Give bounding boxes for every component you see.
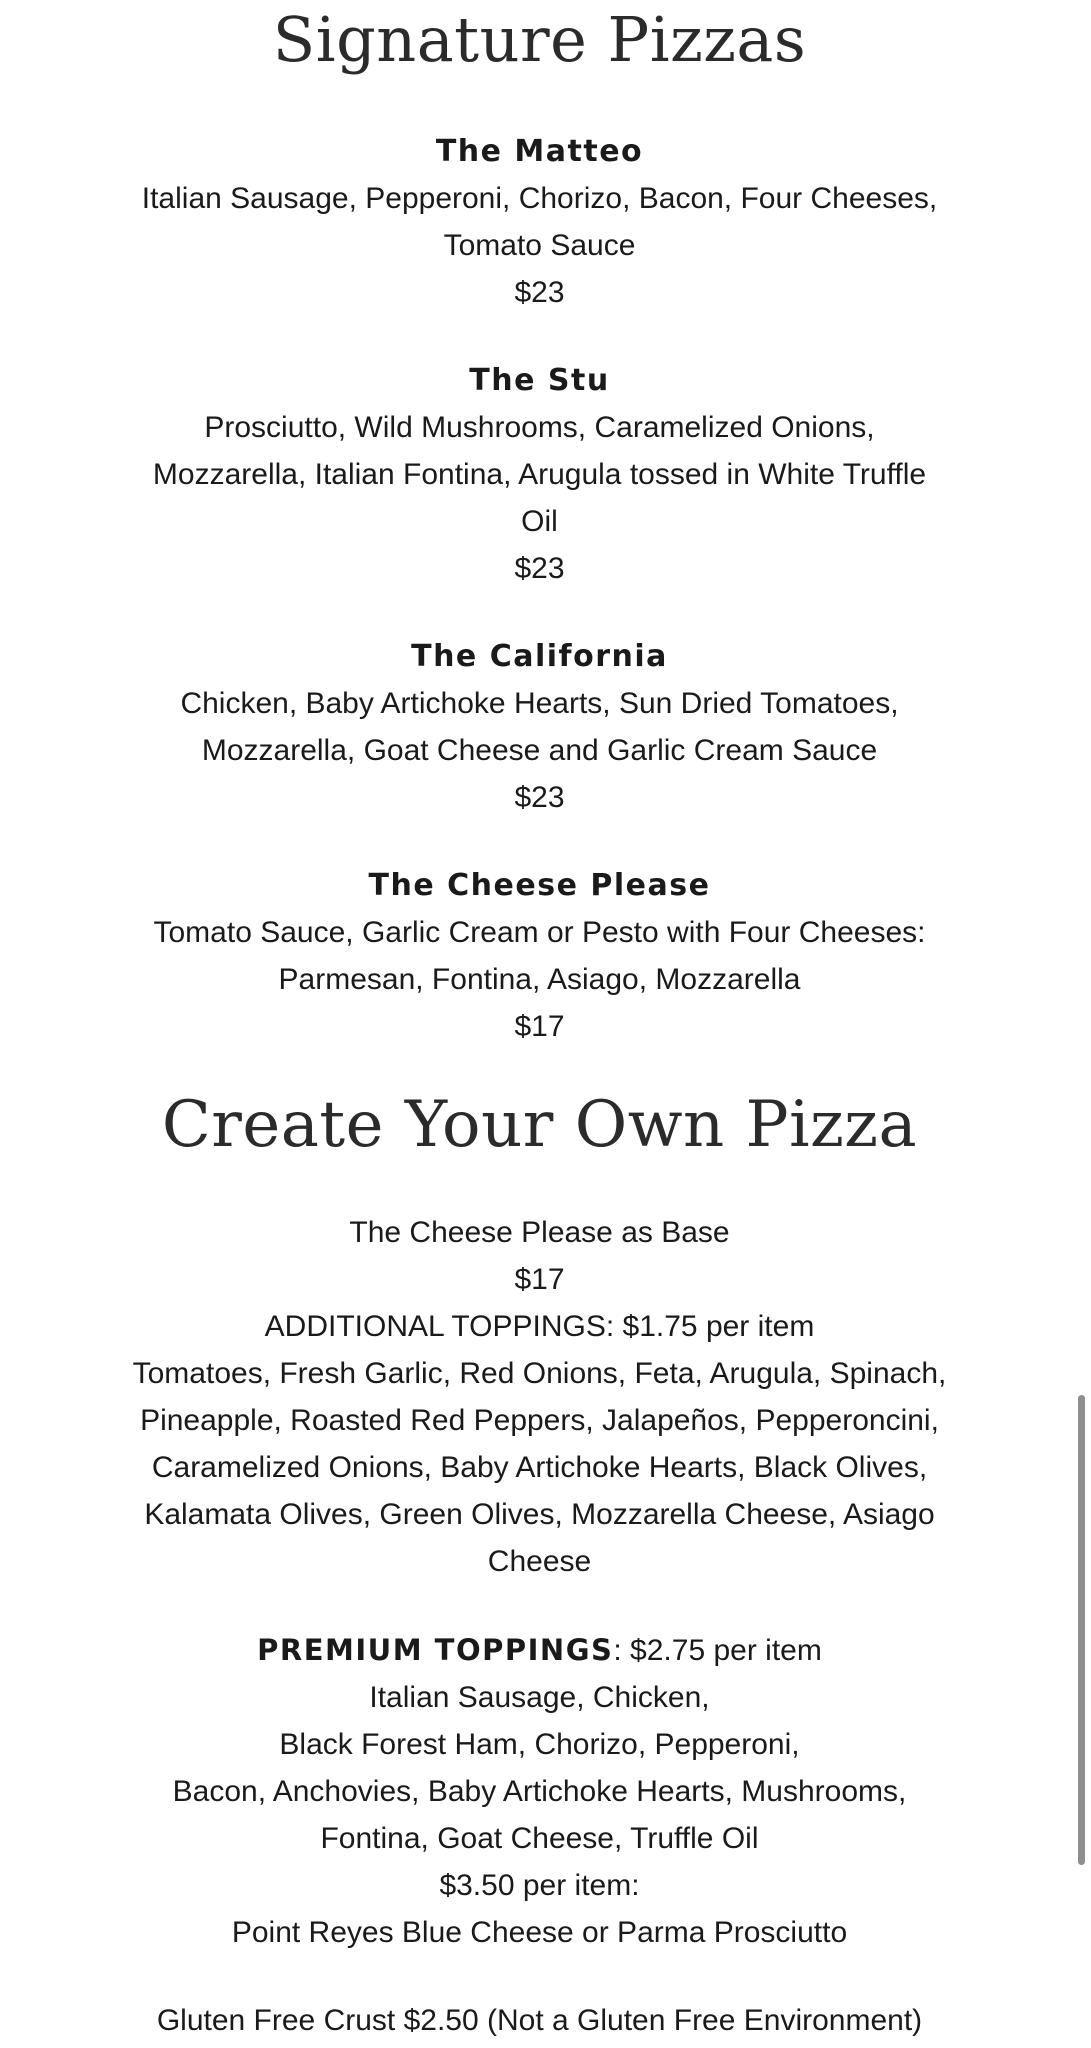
pizza-name: The California	[411, 639, 668, 674]
premium-toppings-line: Fontina, Goat Cheese, Truffle Oil	[320, 1822, 759, 1855]
create-your-own-details	[110, 1209, 969, 1585]
pizza-description-line: Parmesan, Fontina, Asiago, Mozzarella	[278, 963, 801, 996]
additional-toppings-line: Caramelized Onions, Baby Artichoke Hearts, Black Olives,	[151, 1451, 928, 1484]
pizza-description-line: Prosciutto, Wild Mushrooms, Caramelized Onions,	[204, 411, 875, 444]
menu-item-the-california	[120, 633, 959, 821]
premium-toppings-label: PREMIUM TOPPINGS	[257, 1633, 614, 1667]
menu-item-the-stu	[120, 357, 959, 592]
pizza-name: The Matteo	[435, 134, 644, 169]
pizza-description-line: Mozzarella, Italian Fontina, Arugula tossed in White Truffle	[152, 458, 927, 491]
pizza-description-line: Italian Sausage, Pepperoni, Chorizo, Bacon, Four Cheeses,	[141, 182, 938, 215]
pizza-description-line: Chicken, Baby Artichoke Hearts, Sun Dried Tomatoes,	[180, 687, 899, 720]
pizza-description-line: Tomato Sauce, Garlic Cream or Pesto with Four Cheeses:	[153, 916, 926, 949]
menu-item-the-cheese-please	[120, 862, 959, 1050]
additional-toppings-line: Pineapple, Roasted Red Peppers, Jalapeños, Pepperoncini,	[140, 1404, 939, 1437]
signature-pizzas-title: Signature Pizzas	[272, 3, 807, 76]
pizza-name: The Stu	[469, 363, 610, 398]
pizza-price: $23	[514, 276, 565, 309]
additional-toppings-line: Kalamata Olives, Green Olives, Mozzarella Cheese, Asiago	[144, 1498, 935, 1531]
pizza-price: $17	[514, 1010, 565, 1043]
pizza-price: $23	[514, 781, 565, 814]
additional-toppings-label: ADDITIONAL TOPPINGS: $1.75 per item	[264, 1310, 815, 1343]
premium-toppings-heading	[110, 1627, 969, 1674]
special-toppings-items: Point Reyes Blue Cheese or Parma Prosciutto	[231, 1916, 848, 1949]
pizza-name: The Cheese Please	[368, 868, 711, 903]
pizza-description-line: Mozzarella, Goat Cheese and Garlic Cream Sauce	[201, 734, 878, 767]
premium-toppings-line: Black Forest Ham, Chorizo, Pepperoni,	[279, 1728, 800, 1761]
pizza-description-line: Oil	[521, 505, 558, 538]
gluten-free-note: Gluten Free Crust $2.50 (Not a Gluten Free Environment)	[156, 2004, 923, 2037]
pizza-price: $23	[514, 552, 565, 585]
pizza-description-line: Tomato Sauce	[443, 229, 636, 262]
vertical-scrollbar[interactable]	[1078, 1395, 1085, 1865]
premium-toppings-section	[110, 1627, 969, 1956]
menu-item-the-matteo	[120, 128, 959, 316]
premium-toppings-line: Bacon, Anchovies, Baby Artichoke Hearts, Mushrooms,	[172, 1775, 907, 1808]
additional-toppings-line: Tomatoes, Fresh Garlic, Red Onions, Feta, Arugula, Spinach,	[132, 1357, 947, 1390]
gluten-free-note-block	[110, 1997, 969, 2044]
base-price: $17	[514, 1263, 565, 1296]
premium-toppings-line: Italian Sausage, Chicken,	[369, 1681, 710, 1714]
special-toppings-price: $3.50 per item:	[439, 1869, 640, 1902]
create-your-own-title: Create Your Own Pizza	[161, 1088, 918, 1162]
additional-toppings-line: Cheese	[487, 1545, 592, 1578]
base-description: The Cheese Please as Base	[349, 1216, 730, 1249]
premium-toppings-price: : $2.75 per item	[613, 1634, 822, 1667]
